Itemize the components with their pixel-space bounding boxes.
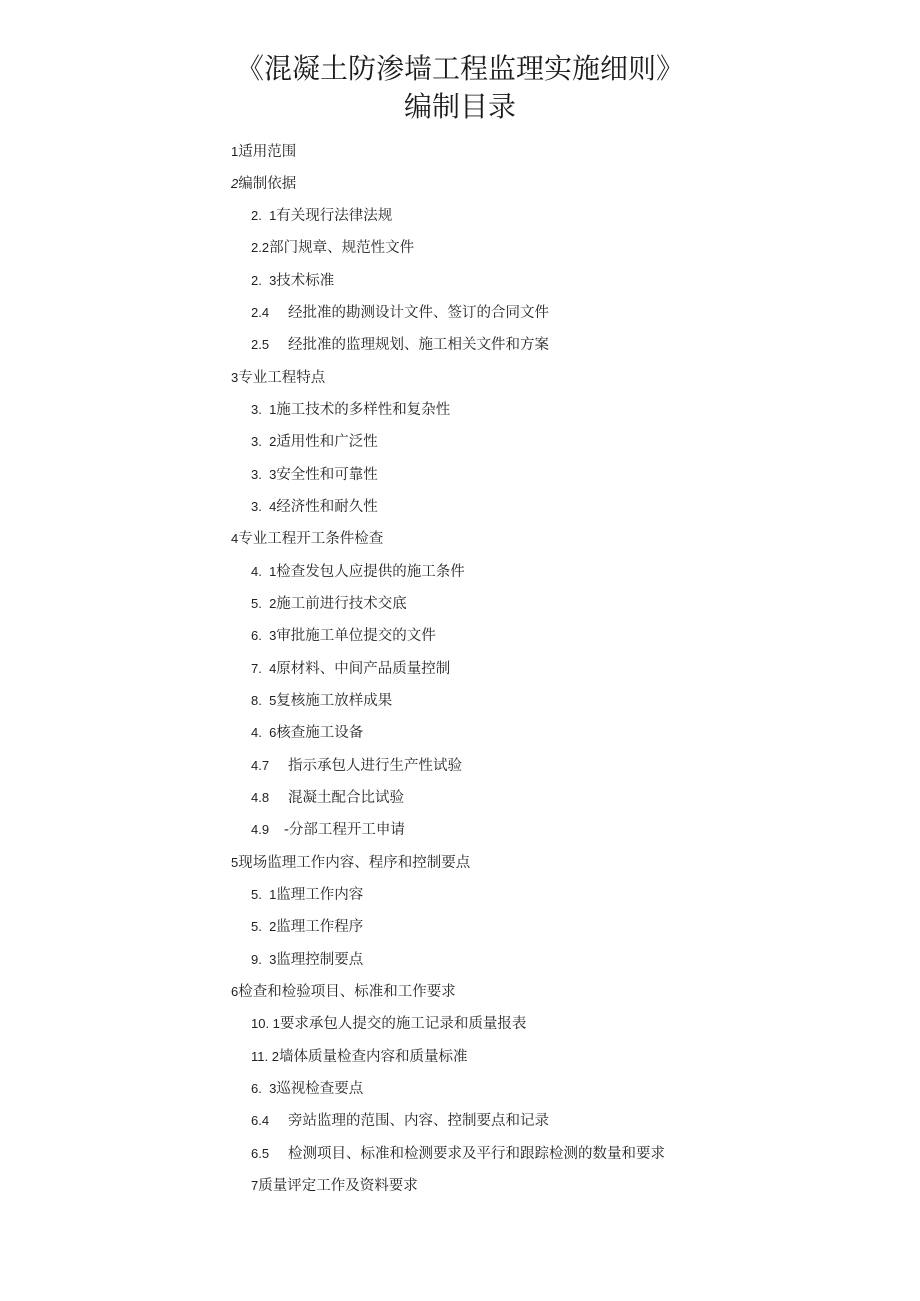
toc-entry-title: 原材料、中间产品质量控制 [276, 661, 451, 677]
toc-entry-number: 6. 3 [251, 1081, 277, 1096]
toc-entry-title: 监理工作内容 [276, 887, 364, 903]
toc-entry [251, 556, 465, 588]
toc-entry-title: 混凝土配合比试验 [288, 790, 404, 806]
toc-entry-number: 4. 1 [251, 564, 277, 579]
toc-entry-title: 旁站监理的范围、内容、控制要点和记录 [288, 1113, 549, 1129]
toc-entry [251, 1073, 363, 1105]
toc-entry [251, 1008, 526, 1040]
toc-entry-title: 经济性和耐久性 [276, 499, 378, 515]
toc-entry [231, 847, 470, 879]
toc-entry [251, 265, 334, 297]
toc-entry-number: 6 [231, 984, 239, 999]
toc-entry-title: 巡视检查要点 [276, 1081, 364, 1097]
toc-entry [231, 362, 325, 394]
toc-entry-title: 检测项目、标准和检测要求及平行和跟踪检测的数量和要求 [288, 1146, 665, 1162]
toc-entry-number: 3. 1 [251, 402, 277, 417]
toc-entry-number: 3. 2 [251, 434, 277, 449]
toc-entry-title: 经批准的勘测设计文件、签订的合同文件 [288, 305, 549, 321]
toc-entry [251, 426, 378, 458]
toc-entry-number: 7 [251, 1178, 259, 1193]
toc-entry [251, 297, 549, 329]
toc-entry-number: 3. 4 [251, 499, 277, 514]
toc-entry [251, 491, 378, 523]
toc-entry [251, 620, 436, 652]
toc-entry-number: 5. 2 [251, 596, 277, 611]
toc-entry-title: 编制依据 [238, 176, 297, 192]
toc-entry [231, 136, 296, 168]
toc-entry [251, 459, 378, 491]
toc-entry [251, 750, 462, 782]
toc-entry-title: 经批准的监理规划、施工相关文件和方案 [288, 337, 549, 353]
toc-entry-title: 施工技术的多样性和复杂性 [276, 402, 451, 418]
toc-entry [251, 879, 363, 911]
toc-entry-number: 8. 5 [251, 693, 277, 708]
toc-entry [251, 685, 392, 717]
toc-entry-number: 10. 1 [251, 1016, 280, 1031]
toc-entry [231, 523, 383, 555]
toc-entry-title: 质量评定工作及资料要求 [258, 1178, 418, 1194]
toc-entry [251, 1105, 549, 1137]
toc-entry [251, 717, 363, 749]
toc-entry-number: 2 [231, 176, 239, 191]
toc-entry [251, 944, 363, 976]
toc-entry-title: 指示承包人进行生产性试验 [288, 758, 462, 774]
toc-entry-title: 审批施工单位提交的文件 [276, 628, 436, 644]
toc-entry-number: 2.4 [251, 305, 270, 320]
toc-entry-title: 墙体质量检查内容和质量标准 [278, 1049, 468, 1065]
toc-entry-number: 5. 1 [251, 887, 277, 902]
toc-entry-number: 3 [231, 370, 239, 385]
toc-entry-title: 要求承包人提交的施工记录和质量报表 [279, 1016, 527, 1032]
toc-entry-title: 专业工程开工条件检查 [238, 531, 384, 547]
toc-entry-title: 施工前进行技术交底 [276, 596, 407, 612]
toc-entry [251, 232, 414, 264]
document-subtitle: 编制目录 [403, 90, 516, 123]
toc-entry [231, 976, 456, 1008]
toc-entry-title: 部门规章、规范性文件 [269, 240, 415, 256]
toc-entry-title: 安全性和可靠性 [276, 467, 378, 483]
toc-entry-title: 检查和检验项目、标准和工作要求 [238, 984, 456, 1000]
toc-entry-number: 7. 4 [251, 661, 277, 676]
toc-entry-number: 4 [231, 531, 239, 546]
toc-entry-number: 4.9 [251, 822, 270, 837]
toc-entry-number: 2. 1 [251, 208, 277, 223]
toc-entry-title: 检查发包人应提供的施工条件 [276, 564, 465, 580]
toc-entry-title: 适用范围 [238, 144, 297, 160]
document-title: 《混凝土防渗墙工程监理实施细则》 [235, 52, 684, 85]
toc-entry-title: 监理控制要点 [276, 952, 364, 968]
toc-entry-title: 监理工作程序 [276, 919, 364, 935]
toc-entry [231, 168, 296, 200]
toc-entry [251, 653, 450, 685]
toc-entry [251, 1138, 665, 1170]
toc-entry [251, 200, 392, 232]
toc-entry [251, 1170, 418, 1202]
toc-entry-number: 1 [231, 144, 239, 159]
toc-entry-number: 5. 2 [251, 919, 277, 934]
toc-entry-number: 5 [231, 855, 239, 870]
toc-entry-title: -分部工程开工申请 [284, 822, 405, 838]
toc-entry [251, 782, 404, 814]
toc-entry-number: 9. 3 [251, 952, 277, 967]
toc-entry-title: 技术标准 [276, 273, 335, 289]
toc-entry-number: 6.4 [251, 1113, 270, 1128]
toc-entry [251, 1041, 467, 1073]
toc-entry [251, 814, 405, 846]
toc-entry-number: 11. 2 [251, 1049, 279, 1064]
toc-entry-number: 4.8 [251, 790, 270, 805]
toc-entry-title: 现场监理工作内容、程序和控制要点 [238, 855, 471, 871]
toc-entry-number: 2. 3 [251, 273, 277, 288]
toc-entry-title: 有关现行法律法规 [276, 208, 393, 224]
toc-entry-number: 2.2 [251, 240, 270, 255]
toc-entry-title: 复核施工放样成果 [276, 693, 393, 709]
toc-entry-number: 6.5 [251, 1146, 270, 1161]
toc-entry [251, 911, 363, 943]
toc-entry-number: 4.7 [251, 758, 270, 773]
toc-entry [251, 394, 450, 426]
toc-entry-title: 专业工程特点 [238, 370, 326, 386]
toc-entry-number: 3. 3 [251, 467, 277, 482]
toc-entry [251, 329, 549, 361]
toc-entry [251, 588, 407, 620]
toc-entry-title: 适用性和广泛性 [276, 434, 378, 450]
toc-entry-number: 4. 6 [251, 725, 277, 740]
toc-entry-number: 6. 3 [251, 628, 277, 643]
toc-entry-number: 2.5 [251, 337, 270, 352]
toc-entry-title: 核查施工设备 [276, 725, 364, 741]
